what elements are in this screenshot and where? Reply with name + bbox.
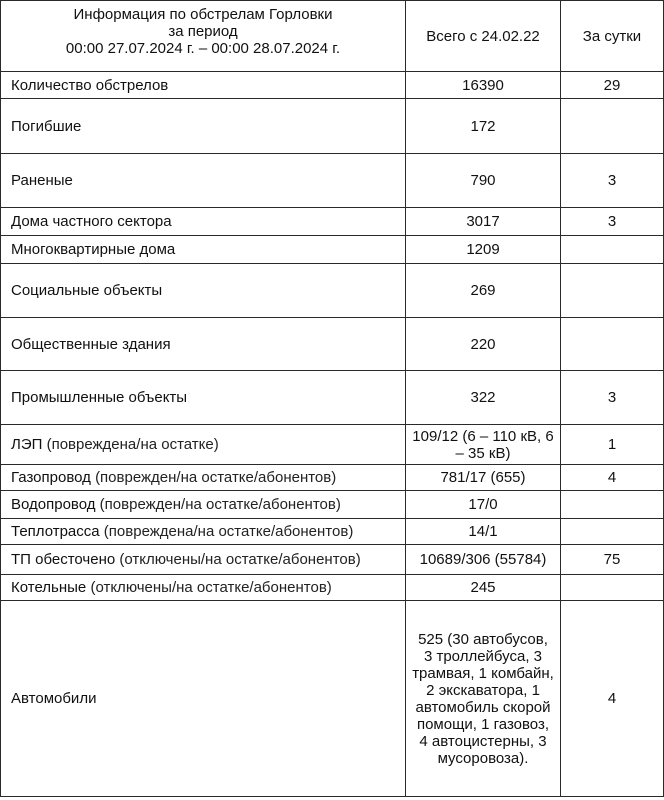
row-label-text: Раненые	[11, 172, 73, 189]
row-day	[561, 575, 664, 601]
row-total: 17/0	[406, 491, 561, 519]
row-total: 781/17 (655)	[406, 465, 561, 491]
row-label-note: (повреждена/на остатке/абонентов)	[103, 523, 354, 540]
row-label-text: Котельные	[11, 579, 87, 596]
row-label-text: Автомобили	[11, 690, 97, 707]
row-label-text: Многоквартирные дома	[11, 241, 176, 258]
row-total: 525 (30 автобусов, 3 троллейбуса, 3 трамвая, 1 комбайн, 2 экскаватора, 1 автомобиль скорой помощи, 1 газовоз, 4 автоцистерны, 3 мусоровоза).	[406, 601, 561, 797]
table-row	[1, 519, 664, 545]
row-day: 1	[561, 425, 664, 465]
row-day: 3	[561, 371, 664, 425]
table-row	[1, 465, 664, 491]
table-row	[1, 371, 664, 425]
row-total: 16390	[406, 72, 561, 99]
row-total: 790	[406, 154, 561, 208]
row-day	[561, 519, 664, 545]
row-label	[1, 575, 406, 601]
table-row	[1, 264, 664, 318]
row-label-text: Водопровод	[11, 496, 96, 513]
row-label-text: ЛЭП	[11, 436, 43, 453]
row-total: 3017	[406, 208, 561, 236]
row-day	[561, 318, 664, 371]
row-label	[1, 154, 406, 208]
row-label	[1, 371, 406, 425]
row-label-note: (отключены/на остатке/абонентов)	[90, 579, 332, 596]
row-total: 10689/306 (55784)	[406, 545, 561, 575]
row-label-text: Дома частного сектора	[11, 213, 172, 230]
table-row	[1, 425, 664, 465]
row-label	[1, 72, 406, 99]
row-day	[561, 264, 664, 318]
table-row	[1, 601, 664, 797]
row-label-text: Погибшие	[11, 117, 82, 135]
table-row	[1, 99, 664, 154]
row-label-text: ТП обесточено	[11, 551, 116, 568]
row-day: 4	[561, 465, 664, 491]
row-total: 269	[406, 264, 561, 318]
row-day: 3	[561, 154, 664, 208]
row-total: 109/12 (6 – 110 кВ, 6 – 35 кВ)	[406, 425, 561, 465]
row-day	[561, 491, 664, 519]
row-label	[1, 99, 406, 154]
row-label-note: (отключены/на остатке/абонентов)	[119, 551, 361, 568]
row-total: 14/1	[406, 519, 561, 545]
row-label	[1, 491, 406, 519]
row-label	[1, 208, 406, 236]
row-total: 245	[406, 575, 561, 601]
row-day	[561, 99, 664, 154]
row-label	[1, 318, 406, 371]
row-total: 220	[406, 318, 561, 371]
table-row	[1, 575, 664, 601]
row-label	[1, 519, 406, 545]
row-label-note: (поврежден/на остатке/абонентов)	[99, 496, 341, 513]
column-header-total: Всего с 24.02.22	[406, 1, 561, 72]
table-row	[1, 236, 664, 264]
row-label-text: Теплотрасса	[11, 523, 100, 540]
row-day	[561, 236, 664, 264]
row-label-text: Газопровод	[11, 469, 91, 486]
row-label-note: (поврежден/на остатке/абонентов)	[95, 469, 337, 486]
row-total: 172	[406, 99, 561, 154]
table-row	[1, 491, 664, 519]
column-header-day: За сутки	[561, 1, 664, 72]
row-day: 3	[561, 208, 664, 236]
row-label-note: (повреждена/на остатке)	[46, 436, 219, 453]
row-label	[1, 465, 406, 491]
row-label-text: Промышленные объекты	[11, 389, 188, 406]
row-label-text: Общественные здания	[11, 335, 171, 353]
table-row	[1, 318, 664, 371]
table-row	[1, 545, 664, 575]
row-total: 1209	[406, 236, 561, 264]
table-row	[1, 72, 664, 99]
table-row	[1, 208, 664, 236]
title-line: Информация по обстрелам Горловки	[73, 5, 333, 23]
row-label-text: Количество обстрелов	[11, 76, 169, 94]
title-line: 00:00 27.07.2024 г. – 00:00 28.07.2024 г.	[65, 39, 341, 57]
row-day: 75	[561, 545, 664, 575]
row-day: 29	[561, 72, 664, 99]
header-row	[1, 1, 664, 72]
row-total: 322	[406, 371, 561, 425]
row-label	[1, 236, 406, 264]
row-label	[1, 264, 406, 318]
row-label	[1, 601, 406, 797]
table-row	[1, 154, 664, 208]
row-day: 4	[561, 601, 664, 797]
title-line: за период	[168, 22, 238, 40]
row-label-text: Социальные объекты	[11, 282, 163, 299]
table-title	[1, 1, 406, 72]
row-label	[1, 425, 406, 465]
row-label	[1, 545, 406, 575]
